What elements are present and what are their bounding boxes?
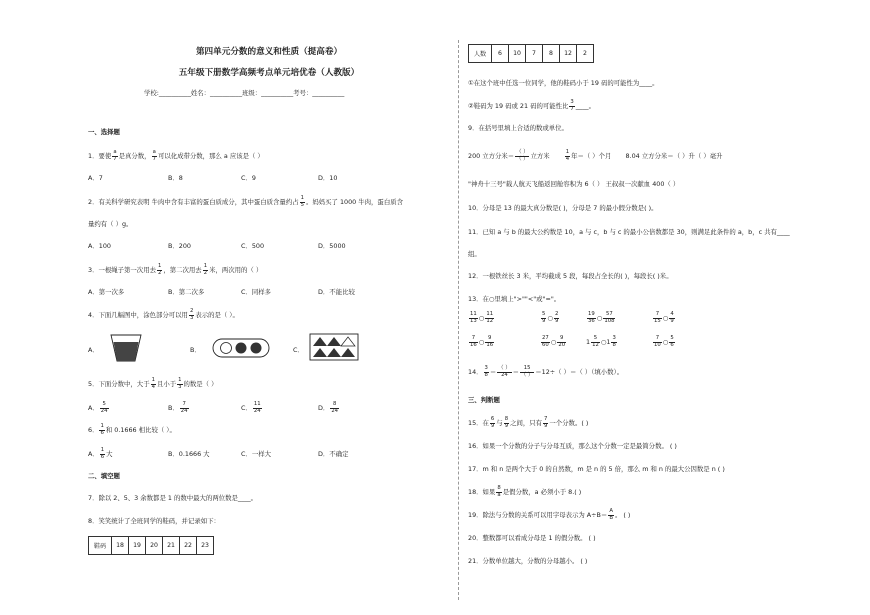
- student-info-line: 学校:__________姓名：__________班级：__________考号：__________: [144, 89, 345, 97]
- table-cell: 21: [163, 537, 180, 555]
- q3-option-c: C．同样多: [241, 288, 272, 296]
- section-choice-heading: 一、选择题: [88, 128, 120, 136]
- section-fill-heading: 二、填空题: [88, 472, 120, 480]
- q3-option-b: B．第二次多: [168, 288, 205, 296]
- question-2-line2: 量约有（ ）g。: [88, 220, 133, 228]
- question-17: 17．m 和 n 是两个大于 0 的自然数，m 是 n 的 5 倍，那么 m 和 n 的最大公因数是 n ( ): [468, 465, 725, 473]
- question-19: 19．除法与分数的关系可以用字母表示为 A÷B＝ $\frac{A}{B}$ 。 ( ): [468, 508, 631, 521]
- question-9: 9．在括号里填上合适的数或单位。: [468, 124, 568, 132]
- question-12: 12．一根铁丝长 3 米，平均截成 5 段，每段占全长的( )，每段长( )米。: [468, 272, 673, 280]
- table-cell: 12: [560, 45, 577, 63]
- right-column: [468, 0, 813, 615]
- q13-compare-6: $\frac{27}{60}$ ○ $\frac{9}{20}$: [542, 335, 566, 348]
- q13-compare-2: $\frac{5}{9}$ ○ $\frac{2}{9}$: [542, 311, 559, 324]
- table-cell: 20: [146, 537, 163, 555]
- q13-compare-3: $\frac{19}{36}$ ○ $\frac{57}{108}$: [588, 311, 615, 324]
- q13-compare-5: $\frac{7}{16}$ ○ $\frac{9}{16}$: [470, 335, 494, 348]
- q1-option-d: D．10: [318, 174, 338, 182]
- q1-option-c: C．9: [241, 174, 256, 182]
- question-18: 18．如果 $\frac{8}{a}$ 是假分数，a 必须小于 8.( ): [468, 485, 582, 498]
- q5-option-a: A． $\frac{5}{24}$: [88, 401, 108, 414]
- q6-option-c: C．一样大: [241, 450, 272, 458]
- question-8-sub2: ②鞋码为 19 码或 21 码的可能性比 $\frac{3}{7}$ ____。: [468, 99, 595, 112]
- question-8-sub1: ①在这个班中任选一位同学，他的鞋码小于 19 码的可能性为____。: [468, 79, 659, 87]
- q6-option-a: A． $\frac{1}{6}$ 大: [88, 447, 113, 460]
- q5-option-c: C． $\frac{11}{24}$: [241, 401, 261, 414]
- table-cell: 22: [180, 537, 197, 555]
- table-cell: 7: [526, 45, 543, 63]
- q13-compare-7: 1 $\frac{5}{12}$ ○1 $\frac{3}{8}$: [586, 335, 616, 348]
- q3-option-a: A．第一次多: [88, 288, 125, 296]
- circles-figure: [212, 338, 270, 358]
- shoe-size-table-row1: [88, 536, 214, 555]
- table-cell: 19: [129, 537, 146, 555]
- table-cell: 6: [492, 45, 509, 63]
- q13-compare-8: $\frac{7}{10}$ ○ $\frac{5}{6}$: [654, 335, 674, 348]
- question-6: 6． $\frac{1}{6}$ 和 0.1666 相比较（ ）。: [88, 423, 176, 436]
- exam-subtitle: 五年级下册数学高频考点单元培优卷（人教版）: [178, 68, 360, 78]
- question-21: 21．分数单位越大，分数的分母越小。 ( ): [468, 557, 588, 565]
- question-8: 8．笑笑统计了全班同学的鞋码，并记录如下：: [88, 517, 220, 525]
- q4-option-a: A．: [88, 346, 99, 354]
- q4-option-c: C．: [293, 346, 304, 354]
- question-20: 20．整数都可以看成分母是 1 的假分数。 ( ): [468, 534, 596, 542]
- question-13: 13．在○里填上">""<"或"="。: [468, 295, 561, 303]
- question-2: 2．有关科学研究表明 牛肉中含有丰富的蛋白质成分，其中蛋白质含量约占 $\frac{1}{5}$ 。妈妈买了 1000 牛肉，蛋白质含: [88, 195, 403, 208]
- table-cell: 23: [197, 537, 214, 555]
- column-divider: [458, 40, 460, 600]
- question-10: 10．分母是 13 的最大真分数是( )，分母是 7 的最小假分数是( )。: [468, 204, 658, 212]
- exam-title: 第四单元分数的意义和性质（提高卷）: [195, 47, 343, 57]
- q6-option-b: B．0.1666 大: [168, 450, 210, 458]
- question-9-line-a: 200 立方分米＝ $\frac{( )}{( )}$ 立方米 $\frac{1}{4}$ 年＝（ ）个月 8.04 立方分米＝（ ）升（ ）毫升: [468, 149, 723, 162]
- q1-option-b: B．8: [168, 174, 183, 182]
- q4-option-b: B．: [190, 346, 201, 354]
- q3-option-d: D．不能比较: [318, 288, 355, 296]
- table-cell: 8: [543, 45, 560, 63]
- q5-option-d: D． $\frac{8}{24}$: [318, 401, 339, 414]
- q2-option-d: D．5000: [318, 242, 346, 250]
- q2-option-b: B．200: [168, 242, 191, 250]
- question-9-line-d: "神舟十三号"载人航天飞船返回舱容积为 6（ ） 王叔叔一次献血 400（ ）: [468, 180, 680, 188]
- table-cell: 18: [112, 537, 129, 555]
- bucket-figure: [110, 333, 142, 363]
- left-column: [88, 0, 450, 615]
- question-16: 16．如果一个分数的分子与分母互质，那么这个分数一定是最简分数。 ( ): [468, 442, 677, 450]
- table-cell: 2: [577, 45, 594, 63]
- shoe-size-table-row2: [468, 44, 594, 63]
- question-1: 1．要使 $\frac{a}{7}$ 是真分数， $\frac{a}{7}$ 可以化成带分数，那么 a 应该是（ ）: [88, 149, 264, 162]
- triangles-figure: [309, 333, 359, 361]
- question-11-line2: 组。: [468, 250, 481, 258]
- table-cell: 鞋码: [89, 537, 112, 555]
- q6-option-d: D．不确定: [318, 450, 349, 458]
- q5-option-b: B． $\frac{7}{24}$: [168, 401, 188, 414]
- question-4: 4．下面几幅图中，涂色部分可以用 $\frac{2}{3}$ 表示的是（ ）。: [88, 308, 239, 321]
- q13-compare-1: $\frac{11}{13}$ ○ $\frac{11}{12}$: [470, 311, 494, 324]
- table-cell: 人数: [469, 45, 492, 63]
- q1-option-a: A．7: [88, 174, 103, 182]
- q13-compare-4: $\frac{7}{15}$ ○ $\frac{4}{9}$: [654, 311, 674, 324]
- q2-option-c: C．500: [241, 242, 265, 250]
- question-15: 15．在 $\frac{6}{9}$ 与 $\frac{8}{9}$ 之间，只有 $\frac{7}{9}$ 一个分数。( ): [468, 416, 589, 429]
- question-5: 5．下面分数中，大于 $\frac{1}{4}$ 且小于 $\frac{1}{3}$ 的数是（ ）: [88, 377, 218, 390]
- question-11: 11．已知 a 与 b 的最大公约数是 10，a 与 c，b 与 c 的最小公倍数都是 30，则满足此条件的 a，b，c 共有____: [468, 228, 790, 236]
- table-cell: 10: [509, 45, 526, 63]
- question-3: 3．一根绳子第一次用去 $\frac{1}{2}$ ，第二次用去 $\frac{1}{2}$ 米，两次用的（ ）: [88, 263, 263, 276]
- question-14: 14． $\frac{3}{8}$ ＝ $\frac{( )}{24}$ ＝ $\frac{15}{( )}$ ＝12÷（ ）＝（ ）（填小数）。: [468, 365, 624, 378]
- question-7: 7．除以 2、5、3 余数都是 1 的数中最大的两位数是____。: [88, 494, 258, 502]
- q2-option-a: A．100: [88, 242, 111, 250]
- section-judge-heading: 三、判断题: [468, 396, 500, 404]
